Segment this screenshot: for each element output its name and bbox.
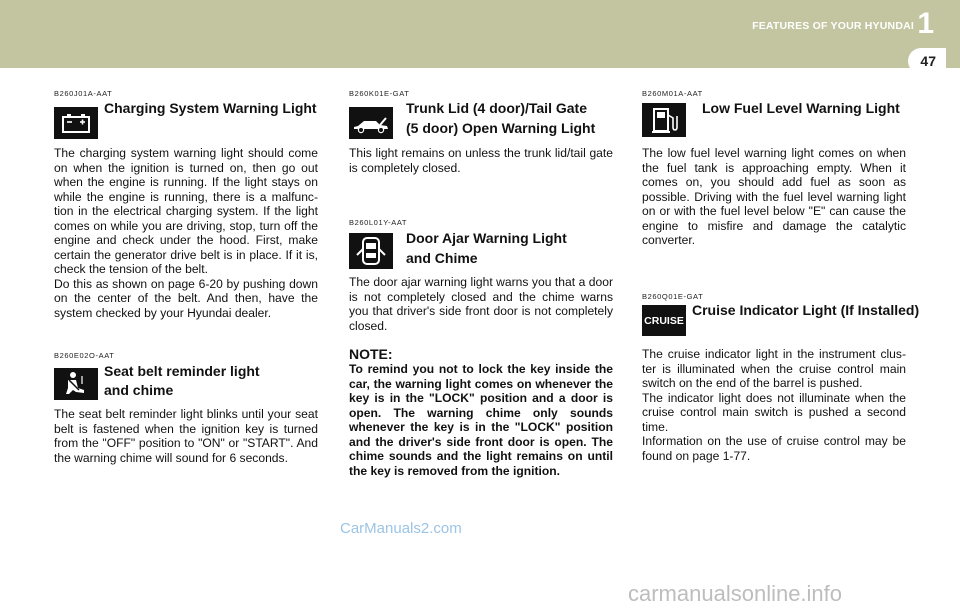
- seatbelt-code: B260E02O-AAT: [54, 351, 115, 360]
- watermark-carmanualsonline: carmanualsonline.info: [628, 581, 843, 606]
- page-number: 47: [920, 53, 936, 69]
- charging-title: Charging System Warning Light: [104, 100, 317, 116]
- cruise-icon-label: CRUISE: [644, 314, 684, 327]
- door-ajar-car-icon: [349, 233, 393, 269]
- battery-icon: [54, 107, 98, 139]
- door-title-line1: Door Ajar Warning Light: [406, 230, 567, 246]
- fuel-title: Low Fuel Level Warning Light: [702, 100, 900, 116]
- cruise-body: The cruise indicator light in the instrument clus-ter is illuminated when the cruise control main switch on the end of the barrel is pushed. The indicator light does not illuminate when the cruise control main switch is pushed a second time. Information on the use of cruise control may be found on page 1-77.: [642, 347, 906, 463]
- section-title: FEATURES OF YOUR HYUNDAI: [752, 20, 914, 32]
- seatbelt-body: The seat belt reminder light blinks until your seat belt is fastened when the ignition key is turned from the "OFF" position to "ON" or "START". And the warning chime will sound for 6 seconds.: [54, 407, 318, 465]
- seatbelt-title-line2: and chime: [104, 382, 174, 398]
- door-code: B260L01Y-AAT: [349, 218, 408, 227]
- page-header-band: [0, 0, 960, 68]
- door-title-line2: and Chime: [406, 250, 478, 266]
- cruise-indicator-icon: [642, 305, 686, 336]
- cruise-code: B260Q01E-GAT: [642, 292, 704, 301]
- fuel-pump-icon: [642, 103, 686, 137]
- note-body: To remind you not to lock the key inside the car, the warning light comes on whenever the key is in the "LOCK" position and a door is open. The warning chime only sounds whenever the key is in the "LOCK" position and the driver's side front door is open. The chime sounds and the light remains on until the key is removed from the ignition.: [349, 362, 613, 478]
- chapter-number: 1: [917, 7, 934, 40]
- cruise-title: Cruise Indicator Light (If Installed): [692, 302, 920, 318]
- note-heading: NOTE:: [349, 346, 393, 362]
- fuel-body: The low fuel level warning light comes on when the fuel tank is approaching empty. When it comes on, you should add fuel as soon as possible. Driving with the fuel level warning light on or with the fuel level below "E" can cause the engine to misfire and damage the catalytic converter.: [642, 146, 906, 247]
- charging-code: B260J01A-AAT: [54, 89, 113, 98]
- trunk-open-car-icon: [349, 107, 393, 139]
- trunk-body: This light remains on unless the trunk lid/tail gate is completely closed.: [349, 146, 613, 175]
- seatbelt-title-line1: Seat belt reminder light: [104, 363, 260, 379]
- trunk-title-line2: (5 door) Open Warning Light: [406, 120, 596, 136]
- seatbelt-icon: [54, 368, 98, 400]
- fuel-code: B260M01A-AAT: [642, 89, 703, 98]
- charging-body: The charging system warning light should come on when the ignition is turned on, then go out when the engine is running. If the light stays on while the engine is running, there is a malfunc-tion in the electrical charging system. If the light comes on while you are driving, stop, turn off the engine and check under the hood. First, make certain the generator drive belt is in place. If it is, check the tension of the belt. Do this as shown on page 6-20 by pushing down on the center of the belt. And then, have the system checked by your Hyundai dealer.: [54, 146, 318, 320]
- trunk-code: B260K01E-GAT: [349, 89, 410, 98]
- door-body: The door ajar warning light warns you that a door is not completely closed and the chime warns you that driver's side front door is not completely closed.: [349, 275, 613, 333]
- trunk-title-line1: Trunk Lid (4 door)/Tail Gate: [406, 100, 587, 116]
- watermark-carmanuals2: CarManuals2.com: [340, 520, 462, 537]
